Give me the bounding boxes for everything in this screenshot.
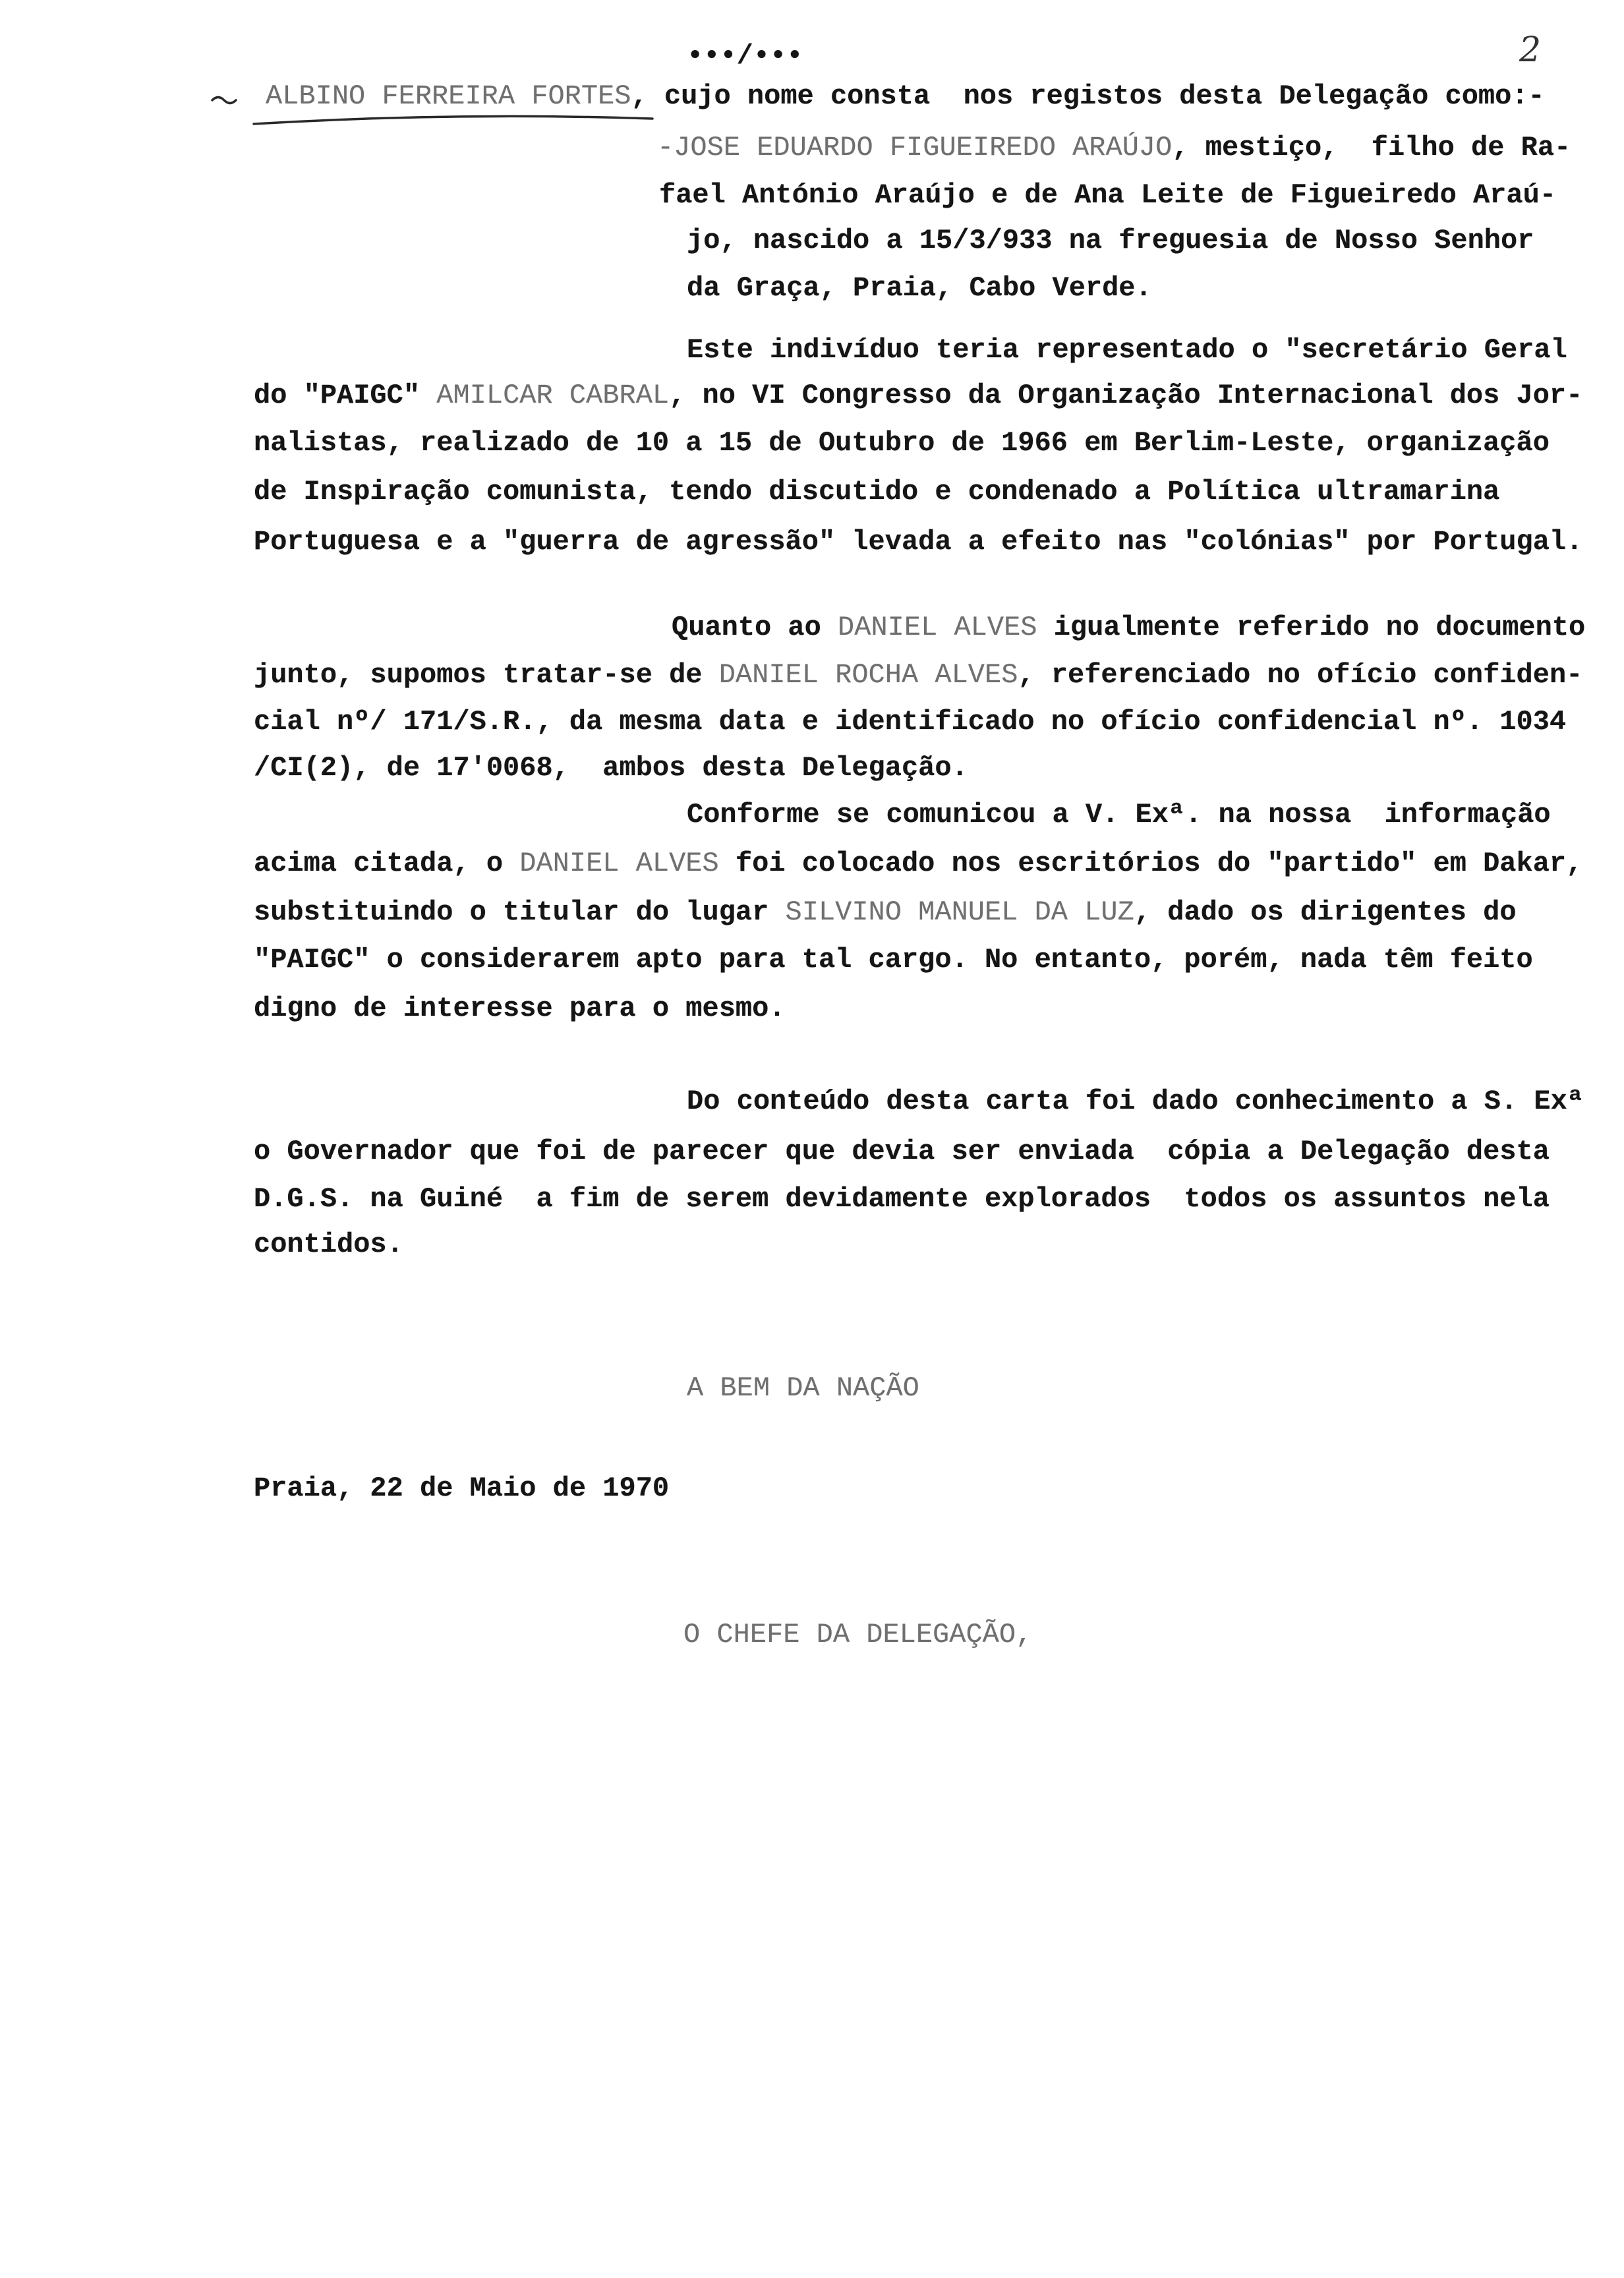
text-segment: Conforme se comunicou a V. Exª. na nossa informação [687,799,1551,831]
p5-line-1 [687,1086,1584,1117]
text-segment: , referenciado no ofício confiden- [1018,659,1583,691]
text-segment: D.G.S. na Guiné a fim de serem devidamente explorados todos os assuntos nela [254,1183,1550,1215]
text-segment: de Inspiração comunista, tendo discutido e condenado a Política ultramarina [254,476,1500,508]
p3-line-4 [254,752,968,784]
p3-line-3 [254,706,1566,738]
text-segment: contidos. [254,1229,403,1260]
place-and-date: Praia, 22 de Maio de 1970 [254,1473,670,1504]
text-segment: do "PAIGC" [254,380,437,411]
registered-name: -JOSE EDUARDO FIGUEIREDO ARAÚJO [657,132,1173,163]
p1-line-2 [657,132,1571,163]
p5-line-2 [254,1136,1550,1167]
p1-line-3 [659,179,1556,211]
text-segment: Do conteúdo desta carta foi dado conhecimento a S. Exª [687,1086,1584,1117]
p4-line-4 [254,944,1533,976]
text-segment: /CI(2), de 17'0068, ambos desta Delegação. [254,752,968,784]
text-segment: da Graça, Praia, Cabo Verde. [687,272,1152,304]
p2-line-3 [254,427,1550,459]
closing-salutation: A BEM DA NAÇÃO [687,1372,919,1404]
margin-tick-mark [212,98,236,103]
person-name: DANIEL ALVES [838,612,1037,643]
text-segment: o Governador que foi de parecer que devia ser enviada cópia a Delegação desta [254,1136,1550,1167]
person-name: DANIEL ROCHA ALVES [718,659,1018,691]
p4-line-2 [254,848,1582,879]
text-segment: foi colocado nos escritórios do "partido" em Dakar, [718,848,1583,879]
text-segment: "PAIGC" o considerarem apto para tal cargo. No entanto, porém, nada têm feito [254,944,1533,976]
text-segment: , no VI Congresso da Organização Internacional dos Jor- [669,380,1583,411]
p5-line-3 [254,1183,1550,1215]
p2-line-5 [254,526,1582,558]
continuation-mark: •••/••• [687,40,803,72]
p2-line-4 [254,476,1499,508]
p1-line-5 [687,272,1152,304]
signature-title: O CHEFE DA DELEGAÇÃO, [683,1619,1033,1650]
text-segment: Portuguesa e a "guerra de agressão" levada a efeito nas "colónias" por Portugal. [254,526,1583,558]
person-name: AMILCAR CABRAL [436,380,670,411]
handwritten-page-number: 2 [1519,30,1542,70]
text-segment: junto, supomos tratar-se de [254,659,719,691]
p1-line-4 [687,225,1534,256]
person-name: DANIEL ALVES [519,848,719,879]
text-segment: , dado os dirigentes do [1134,896,1517,928]
p3-line-1 [672,612,1585,643]
text-segment: cial nº/ 171/S.R., da mesma data e identificado no ofício confidencial nº. 1034 [254,706,1567,738]
text-segment: igualmente referido no documento [1037,612,1586,643]
text-segment: Este indivíduo teria representado o "secretário Geral [687,334,1567,366]
p4-line-5 [254,993,786,1024]
text-segment: nalistas, realizado de 10 a 15 de Outubro de 1966 em Berlim-Leste, organização [254,427,1550,459]
p2-line-2 [254,380,1582,411]
text-segment: Quanto ao [672,612,838,643]
text-segment: fael António Araújo e de Ana Leite de Figueiredo Araú- [659,179,1557,211]
p1-line-1 [266,80,1545,112]
p3-line-2 [254,659,1582,691]
text-segment: , cujo nome consta nos registos desta Delegação como:- [631,80,1545,112]
p4-line-3 [254,896,1517,928]
person-name: SILVINO MANUEL DA LUZ [785,896,1134,928]
p4-line-1 [687,799,1551,831]
p2-line-1 [687,334,1567,366]
p5-line-4 [254,1229,403,1260]
text-segment: acima citada, o [254,848,520,879]
text-segment: jo, nascido a 15/3/933 na freguesia de Nosso Senhor [687,225,1534,256]
subject-name: ALBINO FERREIRA FORTES [266,80,631,112]
text-segment: , mestiço, filho de Ra- [1172,132,1571,163]
text-segment: digno de interesse para o mesmo. [254,993,786,1024]
name-underline [254,116,652,124]
text-segment: substituindo o titular do lugar [254,896,786,928]
